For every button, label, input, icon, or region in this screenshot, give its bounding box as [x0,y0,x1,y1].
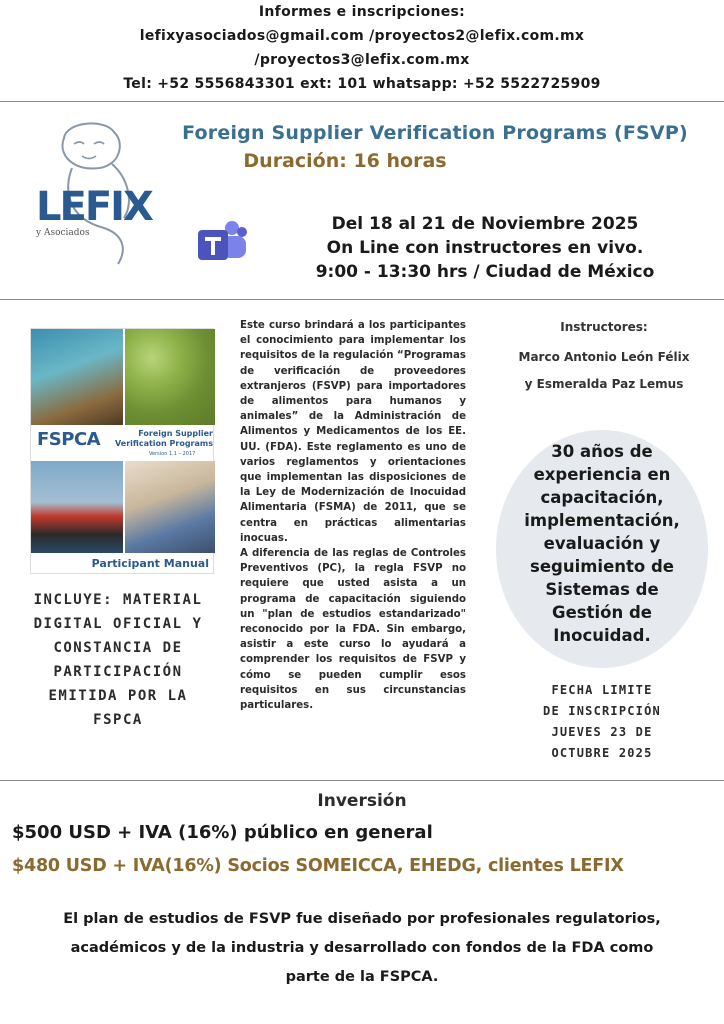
course-dates [280,212,690,284]
fspca-brand: FSPCA [37,429,101,450]
logo-subtitle: y Asociados [36,228,90,238]
footer-note: El plan de estudios de FSVP fue diseñado por profesionales regulatorios, académicos y de la industria y desarrollado con fondos de la FDA como parte de la FSPCA. [63,911,661,985]
contact-emails-2[interactable]: /proyectos3@lefix.com.mx [254,52,470,68]
description-paragraph-2: A diferencia de las reglas de Controles Preventivos (PC), la regla FSVP no requiere que usted asista a un programa de capacitación siguiendo un "plan de estudios estandarizado" reconocido por la FDA. Sin embargo, asistir a este curso lo ayudará a comprender los requisitos de FSVP y cómo se pueden cumplir esos requisitos en sus circunstancias particulares. [240,548,466,712]
manual-label: Participant Manual [91,557,209,570]
course-details [0,300,724,780]
price-general: $500 USD + IVA (16%) público en general [12,822,433,843]
instructors-names [494,344,714,398]
contact-heading: Informes e inscripciones: [258,4,466,20]
dates-range: Del 18 al 21 de Noviembre 2025 [331,214,639,234]
cover-photo-grains [31,329,123,425]
course-description [240,318,466,713]
cover-photo-ship [31,461,123,553]
cover-photo-produce [125,329,215,425]
participant-manual-cover [30,328,214,574]
instructor-2: y Esmeralda Paz Lemus [524,377,684,391]
course-banner [0,102,724,298]
divider-bottom [0,780,724,781]
instructors-heading: Instructores: [560,320,648,334]
course-title: Foreign Supplier Verification Programs (FSVP) [182,122,688,144]
includes-notice: INCLUYE: MATERIAL DIGITAL OFICIAL Y CONSTANCIA DE PARTICIPACIÓN EMITIDA POR LA FSPCA [33,592,203,728]
instructor-1: Marco Antonio León Félix [518,350,690,364]
logo-wordmark: LEFIX [36,184,152,230]
course-duration: Duración: 16 horas [243,150,447,172]
dates-schedule: 9:00 - 13:30 hrs / Ciudad de México [315,262,655,282]
price-partners: $480 USD + IVA(16%) Socios SOMEICCA, EHEDG, clientes LEFIX [12,856,624,876]
lefix-logo [32,114,150,274]
contact-header [0,0,724,100]
contact-emails-1[interactable]: lefixyasociados@gmail.com /proyectos2@lefix.com.mx [139,28,585,44]
experience-text: 30 años de experiencia en capacitación, implementación, evaluación y seguimiento de Sistemas de Gestión de Inocuidad. [524,442,680,645]
manual-title: Foreign Supplier Verification Programs [115,429,213,448]
microsoft-teams-icon [196,218,248,266]
description-paragraph-1: Este curso brindará a los participantes el conocimiento para implementar los requisitos de la regulación “Programas de verificación de proveedores extranjeros (FSVP) para importadores de alimentos para humanos y animales” de la Administración de Alimentos y Medicamentos de los EE. UU. (FDA). Este reglamento es uno de varios reglamentos y orientaciones que implementan las disposiciones de la Ley de Modernización de Inocuidad Alimentaria (FSMA) de 2011, que se centra en prácticas alimentarias inocuas. [240,320,466,544]
dates-modality: On Line con instructores en vivo. [326,238,644,258]
cover-photo-classroom [125,461,215,553]
registration-deadline: FECHA LIMITE DE INSCRIPCIÓN JUEVES 23 DE OCTUBRE 2025 [543,683,661,760]
investment-heading: Inversión [317,791,407,811]
manual-version: Version 1.1 – 2017 [149,451,196,457]
contact-phones: Tel: +52 5556843301 ext: 101 whatsapp: +52 5522725909 [123,76,601,92]
